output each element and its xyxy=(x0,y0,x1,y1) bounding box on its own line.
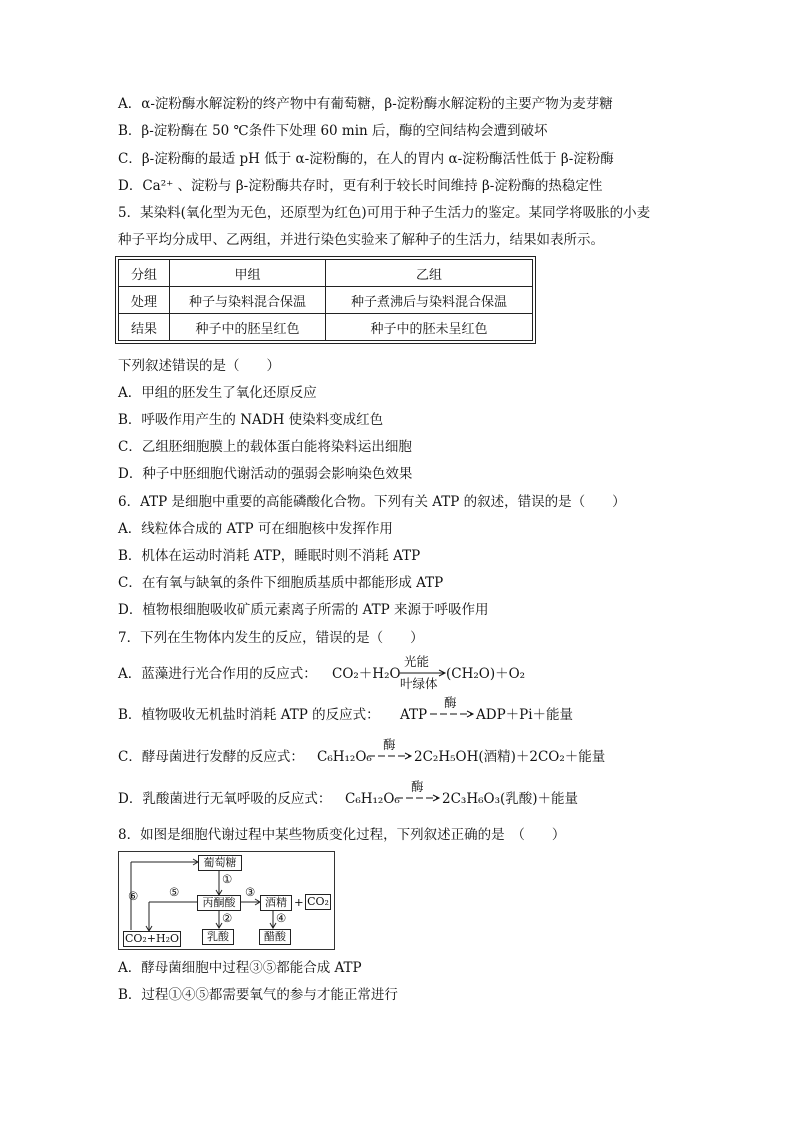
q6-option-d: D．植物根细胞吸收矿质元素离子所需的 ATP 来源于呼吸作用 xyxy=(118,602,489,618)
table-cell: 种子煮沸后与染料混合保温 xyxy=(326,287,533,314)
step-3-label: ③ xyxy=(245,885,256,899)
q4-option-d: D．Ca²⁺ 、淀粉与 β-淀粉酶共存时，更有利于较长时间维持 β-淀粉酶的热稳定性 xyxy=(118,178,603,194)
q8-option-a: A．酵母菌细胞中过程③⑤都能合成 ATP xyxy=(118,960,362,976)
q4-option-c: C．β-淀粉酶的最适 pH 低于 α-淀粉酶的，在人的胃内 α-淀粉酶活性低于 β-淀粉酶 xyxy=(118,151,614,167)
q7-stem: 7．下列在生物体内发生的反应，错误的是（ ） xyxy=(118,630,424,646)
alcohol-box: 酒精 xyxy=(260,895,292,911)
pyruvate-box: 丙酮酸 xyxy=(197,895,241,911)
plus-sign: + xyxy=(294,895,304,909)
q8-stem: 8．如图是细胞代谢过程中某些物质变化过程，下列叙述正确的是 （ ） xyxy=(118,827,566,843)
co2-h2o-box: CO₂+H₂O xyxy=(124,932,180,945)
q7-a-condition-below: 叶绿体 xyxy=(400,676,438,691)
q8-option-b: B．过程①④⑤都需要氧气的参与才能正常进行 xyxy=(118,987,398,1003)
q7-d-reactants: C₆H₁₂O₆ xyxy=(345,791,400,807)
q7-c-products: 2C₂H₅OH(酒精)＋2CO₂＋能量 xyxy=(414,749,606,765)
q7-a-reactants: CO₂＋H₂O xyxy=(332,666,401,682)
q7-a-products: (CH₂O)＋O₂ xyxy=(446,666,526,682)
co2-box: CO₂ xyxy=(305,894,331,910)
reaction-arrow xyxy=(430,709,476,719)
q5-option-b: B．呼吸作用产生的 NADH 使染料变成红色 xyxy=(118,412,384,428)
q4-option-b: B．β-淀粉酶在 50 ℃条件下处理 60 min 后，酶的空间结构会遭到破坏 xyxy=(118,123,548,139)
q7-d-products: 2C₃H₆O₃(乳酸)＋能量 xyxy=(442,791,579,807)
q5-question: 下列叙述错误的是（ ） xyxy=(118,358,280,374)
q7-b-products: ADP＋Pi＋能量 xyxy=(476,707,574,723)
table-cell: 分组 xyxy=(119,260,170,287)
step-1-label: ① xyxy=(222,872,233,886)
q7-option-c-label: C．酵母菌进行发酵的反应式： xyxy=(118,749,304,765)
acetic-acid-box: 醋酸 xyxy=(259,929,291,945)
q6-option-b: B．机体在运动时消耗 ATP，睡眠时则不消耗 ATP xyxy=(118,548,421,564)
metabolism-diagram xyxy=(118,851,335,950)
table-cell: 结果 xyxy=(119,314,170,341)
q5-option-c: C．乙组胚细胞膜上的载体蛋白能将染料运出细胞 xyxy=(118,439,412,455)
glucose-box: 葡萄糖 xyxy=(198,855,242,871)
q4-option-a: A．α-淀粉酶水解淀粉的终产物中有葡萄糖，β-淀粉酶水解淀粉的主要产物为麦芽糖 xyxy=(118,96,613,112)
q7-b-reactants: ATP xyxy=(400,707,428,723)
q5-option-a: A．甲组的胚发生了氧化还原反应 xyxy=(118,385,317,401)
q7-c-reactants: C₆H₁₂O₆ xyxy=(317,749,372,765)
q5-stem-line2: 种子平均分成甲、乙两组，并进行染色实验来了解种子的生活力，结果如表所示。 xyxy=(118,232,604,248)
step-2-label: ② xyxy=(222,911,233,925)
reaction-arrow xyxy=(368,751,414,761)
q5-results-table xyxy=(118,259,533,341)
q7-c-condition-above: 酶 xyxy=(383,737,396,752)
step-6-label: ⑥ xyxy=(128,889,139,903)
step-5-label: ⑤ xyxy=(169,885,180,899)
table-row xyxy=(119,314,533,341)
q5-option-d: D．种子中胚细胞代谢活动的强弱会影响染色效果 xyxy=(118,466,413,482)
table-cell: 种子中的胚呈红色 xyxy=(170,314,326,341)
q7-d-condition-above: 酶 xyxy=(411,779,424,794)
q7-option-b-label: B．植物吸收无机盐时消耗 ATP 的反应式： xyxy=(118,707,380,723)
q6-stem: 6．ATP 是细胞中重要的高能磷酸化合物。下列有关 ATP 的叙述，错误的是（ ） xyxy=(118,494,626,510)
lactic-acid-box: 乳酸 xyxy=(202,929,234,945)
table-cell: 种子与染料混合保温 xyxy=(170,287,326,314)
q6-option-a: A．线粒体合成的 ATP 可在细胞核中发挥作用 xyxy=(118,521,393,537)
reaction-arrow xyxy=(396,793,442,803)
q7-option-a-label: A．蓝藻进行光合作用的反应式： xyxy=(118,666,317,682)
table-cell: 种子中的胚未呈红色 xyxy=(326,314,533,341)
table-cell: 处理 xyxy=(119,287,170,314)
q7-b-condition-above: 酶 xyxy=(444,695,457,710)
table-row xyxy=(119,287,533,314)
table-cell: 乙组 xyxy=(326,260,533,287)
step-4-label: ④ xyxy=(276,911,287,925)
q5-stem-line1: 5．某染料(氧化型为无色，还原型为红色)可用于种子生活力的鉴定。某同学将吸胀的小麦 xyxy=(118,205,651,221)
q6-option-c: C．在有氧与缺氧的条件下细胞质基质中都能形成 ATP xyxy=(118,575,444,591)
table-cell: 甲组 xyxy=(170,260,326,287)
q7-option-d-label: D．乳酸菌进行无氧呼吸的反应式： xyxy=(118,791,332,807)
q7-a-condition-above: 光能 xyxy=(404,654,430,669)
table-header-row xyxy=(119,260,533,287)
